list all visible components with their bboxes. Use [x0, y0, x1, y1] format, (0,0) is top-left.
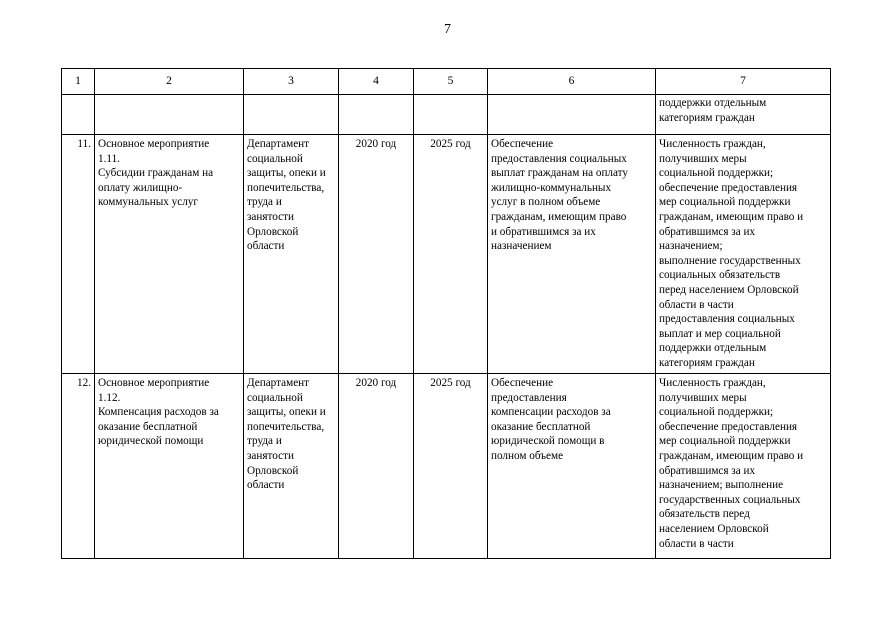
header-row	[62, 69, 831, 95]
cell-executor: Департамент социальной защиты, опеки и попечительства, труда и занятости Орловской области	[244, 135, 339, 374]
cell-empty	[62, 95, 95, 135]
col-header-4: 4	[339, 69, 414, 95]
continuation-row	[62, 95, 831, 135]
measures-table	[61, 68, 831, 559]
table-row	[62, 374, 831, 559]
col-header-2: 2	[95, 69, 244, 95]
cell-indicator-continued: поддержки отдельным категориям граждан	[656, 95, 831, 135]
cell-start-year: 2020 год	[339, 135, 414, 374]
cell-empty	[488, 95, 656, 135]
cell-expected-result: Обеспечение предоставления компенсации расходов за оказание бесплатной юридической помощи в полном объеме	[488, 374, 656, 559]
cell-row-number: 11.	[62, 135, 95, 374]
col-header-5: 5	[414, 69, 488, 95]
col-header-3: 3	[244, 69, 339, 95]
cell-event: Основное мероприятие 1.12. Компенсация расходов за оказание бесплатной юридической помощи	[95, 374, 244, 559]
cell-end-year: 2025 год	[414, 374, 488, 559]
cell-row-number: 12.	[62, 374, 95, 559]
cell-empty	[414, 95, 488, 135]
col-header-6: 6	[488, 69, 656, 95]
cell-event: Основное мероприятие 1.11. Субсидии гражданам на оплату жилищно- коммунальных услуг	[95, 135, 244, 374]
cell-empty	[95, 95, 244, 135]
cell-empty	[244, 95, 339, 135]
page-number: 7	[444, 22, 451, 37]
cell-indicator: Численность граждан, получивших меры социальной поддержки; обеспечение предоставления мер социальной поддержки гражданам, имеющим право и обратившимся за их назначением; выполнение государственных социальных обязательств перед населением Орловской области в части предоставления социальных выплат и мер социальной поддержки отдельным категориям граждан	[656, 135, 831, 374]
cell-executor: Департамент социальной защиты, опеки и попечительства, труда и занятости Орловской области	[244, 374, 339, 559]
col-header-7: 7	[656, 69, 831, 95]
cell-empty	[339, 95, 414, 135]
cell-expected-result: Обеспечение предоставления социальных выплат гражданам на оплату жилищно-коммунальных услуг в полном объеме гражданам, имеющим право и обратившимся за их назначением	[488, 135, 656, 374]
cell-end-year: 2025 год	[414, 135, 488, 374]
cell-indicator: Численность граждан, получивших меры социальной поддержки; обеспечение предоставления мер социальной поддержки гражданам, имеющим право и обратившимся за их назначением; выполнение государственных социальных обязательств перед населением Орловской области в части	[656, 374, 831, 559]
col-header-1: 1	[62, 69, 95, 95]
cell-start-year: 2020 год	[339, 374, 414, 559]
table-row	[62, 135, 831, 374]
